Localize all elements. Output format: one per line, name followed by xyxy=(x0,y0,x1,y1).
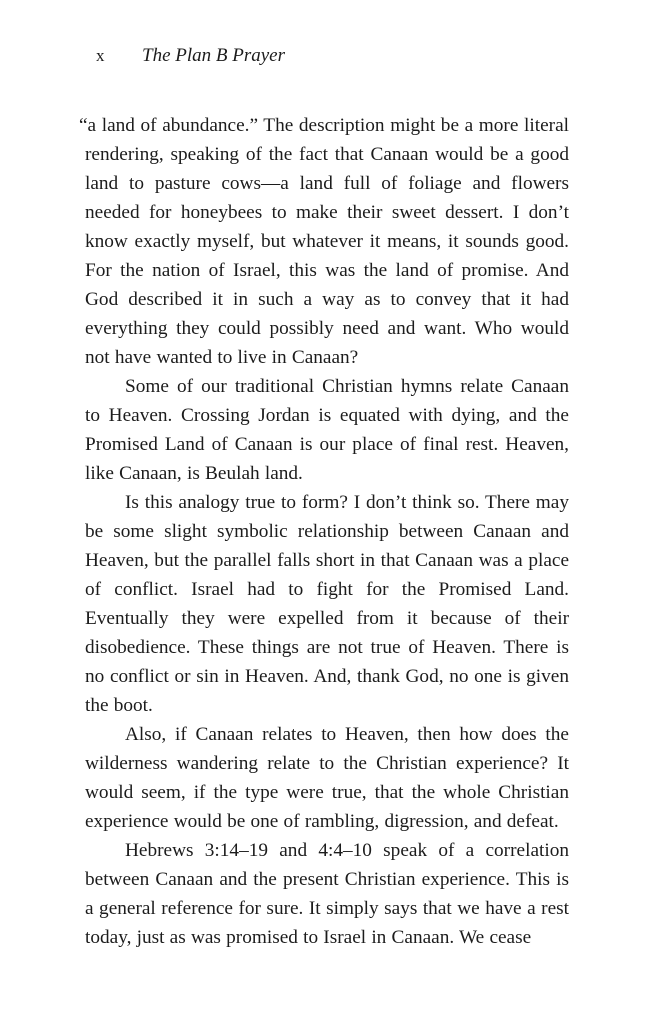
body-paragraph: Some of our traditional Christian hymns relate Canaan to Heaven. Crossing Jordan is equated with dying, and the Promised Land of Canaan is our place of final rest. Heaven, like Canaan, is Beulah land. xyxy=(85,376,569,484)
body-paragraph: Hebrews 3:14–19 and 4:4–10 speak of a correlation between Canaan and the present Christian experience. This is a general reference for sure. It simply says that we have a rest today, just as was promised to Israel in Canaan. We cease xyxy=(85,840,569,948)
running-header xyxy=(0,45,652,67)
body-paragraph: Also, if Canaan relates to Heaven, then how does the wilderness wandering relate to the Christian experience? It would seem, if the type were true, that the whole Christian experience would be one of rambling, digression, and defeat. xyxy=(85,724,569,832)
page-number: x xyxy=(96,46,105,65)
body-paragraph: Is this analogy true to form? I don’t think so. There may be some slight symbolic relationship between Canaan and Heaven, but the parallel falls short in that Canaan was a place of conflict. Israel had to fight for the Promised Land. Eventually they were expelled from it because of their disobedience. These things are not true of Heaven. There is no conflict or sin in Heaven. And, thank God, no one is given the boot. xyxy=(85,492,569,716)
running-head-title: The Plan B Prayer xyxy=(142,45,286,66)
body-paragraph: “a land of abundance.” The description might be a more literal rendering, speaking of the fact that Canaan would be a good land to pasture cows—a land full of foliage and flowers needed for honeybees to make their sweet dessert. I don’t know exactly myself, but whatever it means, it sounds good. For the nation of Israel, this was the land of promise. And God described it in such a way as to convey that it had everything they could possibly need and want. Who would not have wanted to live in Canaan? xyxy=(79,115,569,368)
body-text-block xyxy=(79,111,569,952)
